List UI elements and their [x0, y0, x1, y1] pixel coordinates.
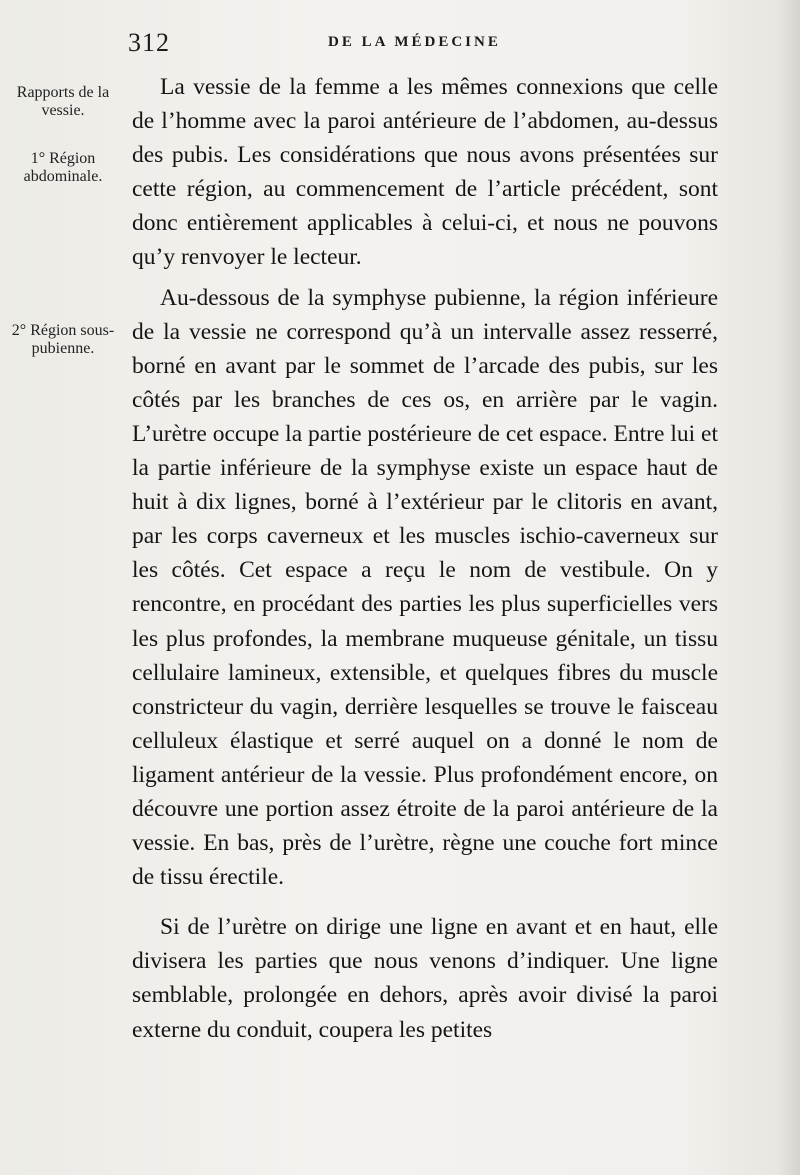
- margin-note-region-sous-pubienne: 2° Région sous-pubienne.: [11, 322, 115, 357]
- main-text: [132, 70, 718, 1047]
- paragraph: La vessie de la femme a les mêmes connexions que celle de l’homme avec la paroi antérieure de l’abdomen, au-dessus des pubis. Les considérations que nous avons présentées sur cette région, au commencement de l’article précédent, sont donc entièrement applicables à celui-ci, et nous ne pouvons qu’y renvoyer le lecteur.: [132, 74, 718, 271]
- page-number: 312: [128, 28, 170, 57]
- margin-note-region-abdominale: 1° Région abdominale.: [23, 150, 103, 185]
- paragraph: Si de l’urètre on dirige une ligne en avant et en haut, elle divisera les parties que nous venons d’indiquer. Une ligne semblable, prolongée en dehors, après avoir divisé la paroi externe du conduit, coupera les petites: [132, 914, 718, 1043]
- page-header: [128, 28, 718, 58]
- page-edge-shadow: [778, 0, 800, 1175]
- paragraph: Au-dessous de la symphyse pubienne, la région inférieure de la vessie ne correspond qu’à un intervalle assez resserré, borné en avant par le sommet de l’arcade des pubis, sur les côtés par les branches de ces os, en arrière par le vagin. L’urètre occupe la partie postérieure de cet espace. Entre lui et la partie inférieure de la symphyse existe un espace haut de huit à dix lignes, borné à l’extérieur par le clitoris en avant, par les corps caverneux et les muscles ischio-caverneux sur les côtés. Cet espace a reçu le nom de vestibule. On y rencontre, en procédant des parties les plus superficielles vers les plus profondes, la membrane muqueuse génitale, un tissu cellulaire lamineux, extensible, et quelques fibres du muscle constricteur du vagin, derrière lesquelles se trouve le faisceau celluleux élastique et serré auquel on a donné le nom de ligament antérieur de la vessie. Plus profondément encore, on découvre une portion assez étroite de la paroi antérieure de la vessie. En bas, près de l’urètre, règne une couche fort mince de tissu érectile.: [132, 284, 718, 891]
- margin-note-rapports: Rapports de la vessie.: [16, 84, 110, 119]
- running-head: DE LA MÉDECINE: [328, 34, 501, 50]
